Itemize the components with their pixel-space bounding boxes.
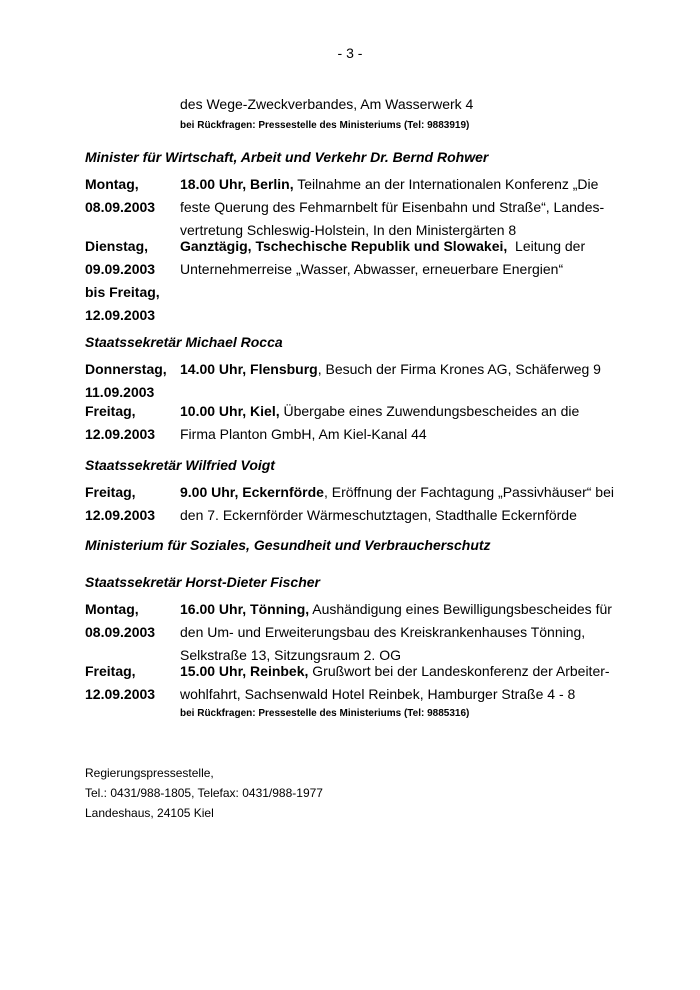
appointment-text xyxy=(180,400,625,446)
description: , Besuch der Firma Krones AG, Schäferweg 9 xyxy=(317,361,601,377)
date: 12.09.2003 xyxy=(85,307,156,323)
section-heading: Staatssekretär Wilfried Voigt xyxy=(85,457,275,473)
footer-address: Landeshaus, 24105 Kiel xyxy=(85,806,214,820)
appointment-date xyxy=(85,358,177,404)
press-contact: bei Rückfragen: Pressestelle des Ministeriums (Tel: 9883919) xyxy=(180,120,470,131)
weekday: Freitag, xyxy=(85,484,136,500)
time-location: 18.00 Uhr, Berlin, xyxy=(180,176,294,192)
page-number: - 3 - xyxy=(337,45,363,61)
time-location: 15.00 Uhr, Reinbek, xyxy=(180,663,309,679)
date: 11.09.2003 xyxy=(85,384,155,400)
appointment-date xyxy=(85,660,177,706)
description: Firma Planton GmbH, Am Kiel-Kanal 44 xyxy=(180,426,427,442)
appointment-date xyxy=(85,481,177,527)
weekday: Freitag, xyxy=(85,663,136,679)
section-heading: Staatssekretär Michael Rocca xyxy=(85,334,283,350)
footer-phone: Tel.: 0431/988-1805, Telefax: 0431/988-1977 xyxy=(85,786,323,800)
description: , Eröffnung der Fachtagung „Passivhäuser“ bei xyxy=(323,484,614,500)
description: den Um- und Erweiterungsbau des Kreiskrankenhauses Tönning, xyxy=(180,624,586,640)
appointment-text xyxy=(180,598,625,667)
appointment-date xyxy=(85,235,177,327)
weekday: Donnerstag, xyxy=(85,361,167,377)
footer-org: Regierungspressestelle, xyxy=(85,766,214,780)
appointment-text xyxy=(180,173,625,242)
time-location: Ganztägig, Tschechische Republik und Slowakei, xyxy=(180,238,508,254)
date: 08.09.2003 xyxy=(85,624,156,640)
date: 12.09.2003 xyxy=(85,426,156,442)
section-heading: Minister für Wirtschaft, Arbeit und Verkehr Dr. Bernd Rohwer xyxy=(85,149,489,165)
continuation-text: des Wege-Zweckverbandes, Am Wasserwerk 4 xyxy=(180,96,474,112)
weekday: Freitag, xyxy=(85,403,136,419)
date: 08.09.2003 xyxy=(85,199,156,215)
description: Unternehmerreise „Wasser, Abwasser, erneuerbare Energien“ xyxy=(180,261,564,277)
appointment-date xyxy=(85,400,177,446)
description: den 7. Eckernförder Wärmeschutztagen, Stadthalle Eckernförde xyxy=(180,507,577,523)
description: wohlfahrt, Sachsenwald Hotel Reinbek, Hamburger Straße 4 - 8 xyxy=(180,686,576,702)
date: 09.09.2003 xyxy=(85,261,156,277)
weekday: bis Freitag, xyxy=(85,284,160,300)
weekday: Montag, xyxy=(85,601,139,617)
appointment-text xyxy=(180,481,625,527)
date: 12.09.2003 xyxy=(85,507,156,523)
description: Grußwort bei der Landeskonferenz der Arbeiter- xyxy=(308,663,610,679)
description: Selkstraße 13, Sitzungsraum 2. OG xyxy=(180,647,401,663)
weekday: Dienstag, xyxy=(85,238,149,254)
appointment-text xyxy=(180,358,625,381)
press-contact: bei Rückfragen: Pressestelle des Ministeriums (Tel: 9885316) xyxy=(180,708,470,719)
time-location: 9.00 Uhr, Eckernförde xyxy=(180,484,324,500)
weekday: Montag, xyxy=(85,176,139,192)
footer xyxy=(85,763,323,823)
description: Aushändigung eines Bewilligungsbescheides für xyxy=(309,601,612,617)
time-location: 14.00 Uhr, Flensburg xyxy=(180,361,318,377)
time-location: 10.00 Uhr, Kiel, xyxy=(180,403,280,419)
description: Teilnahme an der Internationalen Konferenz „Die xyxy=(293,176,599,192)
description: Übergabe eines Zuwendungsbescheides an die xyxy=(279,403,580,419)
appointment-text xyxy=(180,235,625,281)
description: feste Querung des Fehmarnbelt für Eisenbahn und Straße“, Landes- xyxy=(180,199,605,215)
description: Leitung der xyxy=(507,238,586,254)
time-location: 16.00 Uhr, Tönning, xyxy=(180,601,310,617)
section-heading: Ministerium für Soziales, Gesundheit und Verbraucherschutz xyxy=(85,537,491,553)
appointment-date xyxy=(85,598,177,644)
appointment-text xyxy=(180,660,625,706)
date: 12.09.2003 xyxy=(85,686,156,702)
section-heading: Staatssekretär Horst-Dieter Fischer xyxy=(85,574,320,590)
appointment-date xyxy=(85,173,177,219)
description: vertretung Schleswig-Holstein, In den Ministergärten 8 xyxy=(180,222,517,238)
